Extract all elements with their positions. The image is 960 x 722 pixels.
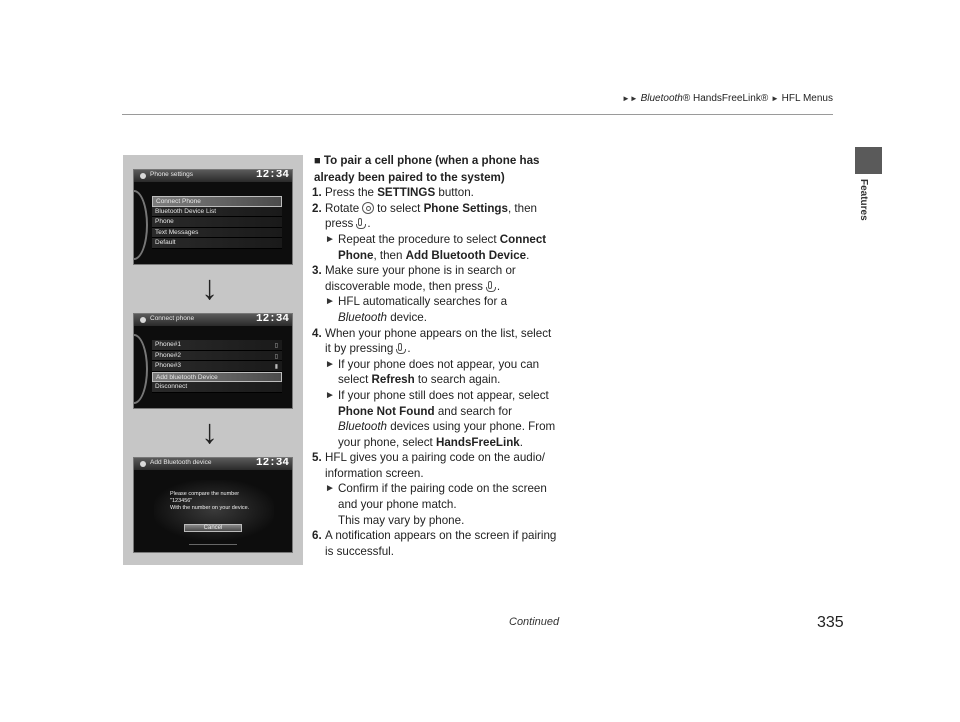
screen-title: Connect phone: [150, 315, 195, 322]
continued-label: Continued: [509, 616, 560, 628]
menu-item-phone-1: Phone#1 ▯: [152, 340, 282, 351]
step-3: 3. Make sure your phone is in search or discoverable mode, then press .: [312, 264, 516, 293]
menu-dot-icon: [140, 173, 146, 179]
screen-title: Phone settings: [150, 171, 194, 178]
menu-item-disconnect: Disconnect: [152, 382, 282, 393]
cancel-button: Cancel: [184, 524, 242, 532]
screen-title-bar: [134, 458, 292, 470]
menu-item-phone-2: Phone#2 ▯: [152, 351, 282, 362]
menu-item-phone-3: Phone#3 ▮: [152, 361, 282, 372]
phone-icon: ▯: [274, 353, 278, 360]
phone-settings-menu: [152, 196, 282, 249]
step-2-note: ► Repeat the procedure to select Connect Phone, then Add Bluetooth Device.: [325, 232, 547, 262]
step-1: 1. Press the SETTINGS button.: [312, 186, 474, 200]
press-knob-icon: [395, 343, 405, 354]
press-knob-icon: [485, 281, 495, 292]
instructions: [314, 153, 559, 559]
menu-item-add-bluetooth-device: Add bluetooth Device: [152, 372, 282, 383]
screen-clock: 12:34: [255, 457, 289, 469]
section-heading: ■ To pair a cell phone (when a phone has already been paired to the system): [314, 154, 540, 184]
screen-clock: 12:34: [255, 313, 289, 325]
note-arrow-icon: ►: [325, 389, 335, 401]
down-arrow-icon: ↓: [201, 413, 218, 451]
breadcrumb-arrow-icon: ►►: [621, 94, 638, 103]
breadcrumb: [622, 93, 833, 104]
dialog-divider: [189, 544, 237, 550]
note-arrow-icon: ►: [325, 296, 335, 308]
step-3-note: ► HFL automatically searches for a Bluetooth device.: [325, 295, 508, 324]
step-4-note-1: ► If your phone does not appear, you can select Refresh to search again.: [325, 357, 540, 387]
selector-knob-icon: [362, 202, 374, 214]
screen-clock: 12:34: [255, 169, 289, 181]
screen-title-bar: [134, 314, 292, 326]
heading-square-icon: ■: [314, 155, 321, 167]
down-arrow-icon: ↓: [201, 269, 218, 307]
step-5: 5. HFL gives you a pairing code on the audio/ information screen.: [312, 451, 545, 480]
chapter-tab-marker: [855, 147, 882, 174]
menu-dot-icon: [140, 317, 146, 323]
menu-dot-icon: [140, 461, 146, 467]
menu-item-bluetooth-device-list: Bluetooth Device List: [152, 207, 282, 218]
figure-panel: [123, 155, 303, 565]
note-arrow-icon: ►: [325, 483, 335, 495]
press-knob-icon: [355, 218, 365, 229]
note-arrow-icon: ►: [325, 358, 335, 370]
screen-phone-settings: [133, 169, 293, 265]
step-4: 4. When your phone appears on the list, select it by pressing .: [312, 326, 552, 356]
note-arrow-icon: ►: [325, 233, 335, 245]
knob-arc-decoration: [133, 190, 148, 260]
screen-connect-phone: [133, 313, 293, 409]
knob-arc-decoration: [133, 334, 148, 404]
connect-phone-menu: [152, 340, 282, 393]
breadcrumb-bluetooth: Bluetooth: [640, 93, 683, 104]
breadcrumb-handsfreelink: ® HandsFreeLink®: [682, 93, 769, 104]
chapter-tab-label: Features: [858, 179, 869, 221]
phone-icon: ▮: [274, 364, 278, 370]
menu-item-phone: Phone: [152, 217, 282, 228]
breadcrumb-arrow-icon: ►: [770, 94, 779, 103]
breadcrumb-hfl-menus: HFL Menus: [781, 93, 833, 104]
screen-add-bluetooth-device: [133, 457, 293, 553]
screen-title: Add Bluetooth device: [150, 459, 212, 466]
phone-icon: ▯: [274, 343, 278, 349]
step-4-note-2: ► If your phone still does not appear, select Phone Not Found and search for Bluetooth devices using your phone. From your phone, select HandsFreeLink.: [325, 388, 556, 449]
menu-item-text-messages: Text Messages: [152, 228, 282, 239]
menu-item-connect-phone: Connect Phone: [152, 196, 282, 207]
step-5-note: ► Confirm if the pairing code on the screen and your phone match. This may vary by phone.: [325, 482, 547, 527]
page-number: 335: [817, 614, 844, 631]
header-divider: [122, 114, 833, 115]
menu-item-default: Default: [152, 238, 282, 249]
pairing-dialog-message: Please compare the number "123456" With the number on your device.: [170, 491, 250, 511]
step-2: 2. Rotate to select Phone Settings, then press .: [312, 201, 537, 231]
screen-title-bar: [134, 170, 292, 182]
step-6: 6. A notification appears on the screen if pairing is successful.: [312, 529, 557, 558]
